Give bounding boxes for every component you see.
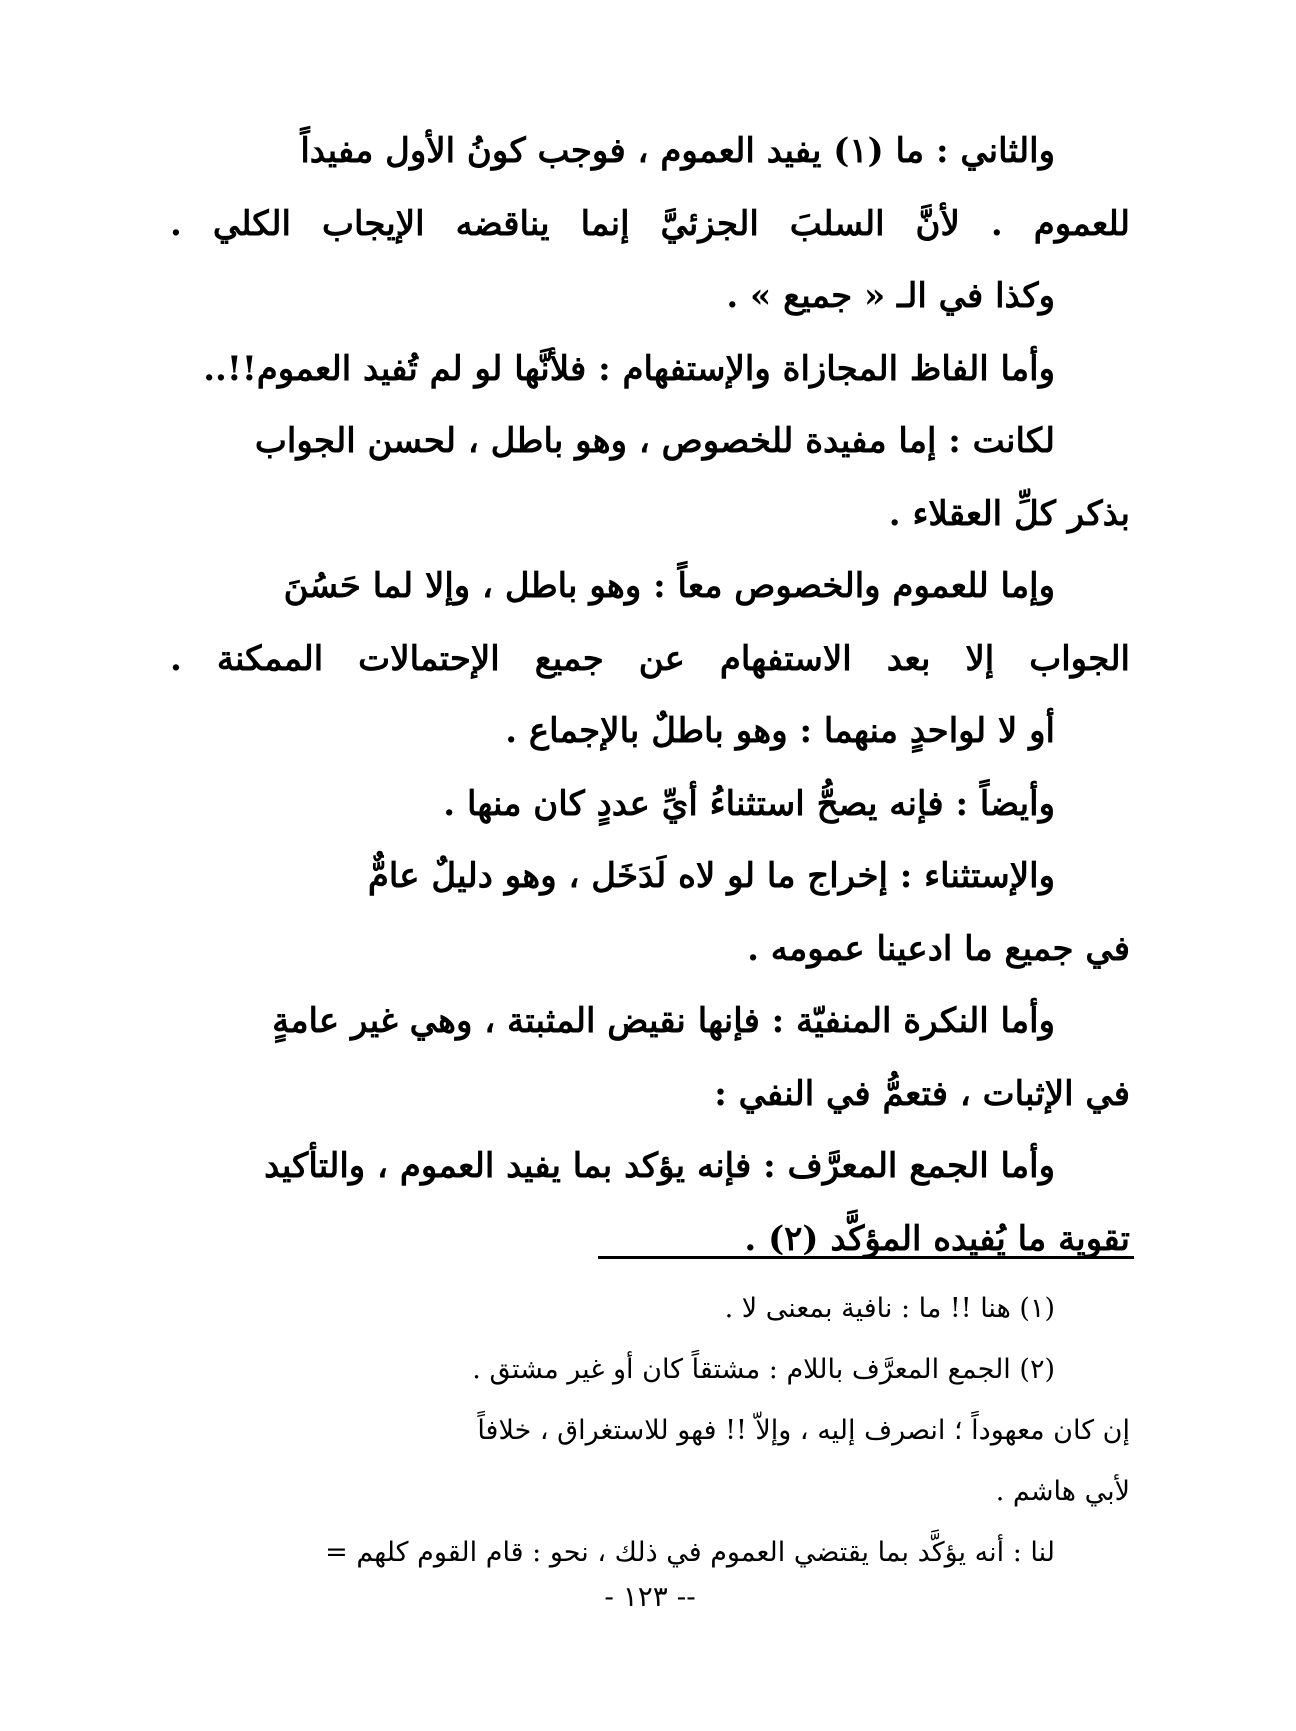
text-line: وكذا في الـ « جميع » . [726,276,1055,316]
text-line: وأما الفاظ المجازاة والإستفهام : فلأنَّها لو لم تُفيد العموم!!.. [203,348,1055,389]
text-line: والثاني : ما (١) يفيد العموم ، فوجب كونُ الأول مفيداً [300,131,1055,171]
text-line: وأما النكرة المنفيّة : فإنها نقيض المثبتة ، وهي غير عامةٍ [272,1001,1055,1041]
footnote-divider [598,1256,1134,1259]
text-line: وإما للعموم والخصوص معاً : وهو باطل ، وإلا لما حَسُنَ [283,566,1055,606]
main-text-block [170,115,1130,1275]
footnote-line: (١) هنا !! ما : نافية بمعنى لا . [724,1293,1055,1324]
footnote-line: إن كان معهوداً ؛ انصرف إليه ، وإلاّ !! فهو للاستغراق ، خلافاً [477,1415,1130,1446]
text-line: والإستثناء : إخراج ما لو لاه لَدَخَل ، وهو دليلٌ عامٌّ [367,856,1055,896]
text-line: الجواب إلا بعد الاستفهام عن جميع الإحتمالات الممكنة . [170,638,1130,679]
text-line: وأما الجمع المعرَّف : فإنه يؤكد بما يفيد العموم ، والتأكيد [264,1146,1055,1186]
text-line: بذكر كلِّ العقلاء . [888,493,1130,534]
text-line: أو لا لواحدٍ منهما : وهو باطلٌ بالإجماع . [505,711,1055,751]
text-line: للعموم . لأنَّ السلبَ الجزئيَّ إنما يناقضه الإيجاب الكلي . [170,203,1130,244]
text-line: في جميع ما ادعينا عمومه . [747,928,1130,969]
text-line: وأيضاً : فإنه يصحُّ استثناءُ أيِّ عددٍ كان منها . [443,783,1055,824]
footnotes-block [170,1278,1130,1583]
text-line: لكانت : إما مفيدة للخصوص ، وهو باطل ، لحسن الجواب [254,421,1055,461]
footnote-line: لأبي هاشم . [995,1476,1130,1507]
footnote-line: (٢) الجمع المعرَّف باللام : مشتقاً كان أو غير مشتق . [472,1354,1055,1385]
text-line: تقوية ما يُفيده المؤكَّد (٢) . [744,1218,1130,1259]
footnote-line: لنا : أنه يؤكَّد بما يقتضي العموم في ذلك ، نحو : قام القوم كلهم = [325,1537,1055,1568]
page-number: -- ١٢٣ - [604,1580,696,1613]
text-line: في الإثبات ، فتعمُّ في النفي : [714,1073,1130,1114]
